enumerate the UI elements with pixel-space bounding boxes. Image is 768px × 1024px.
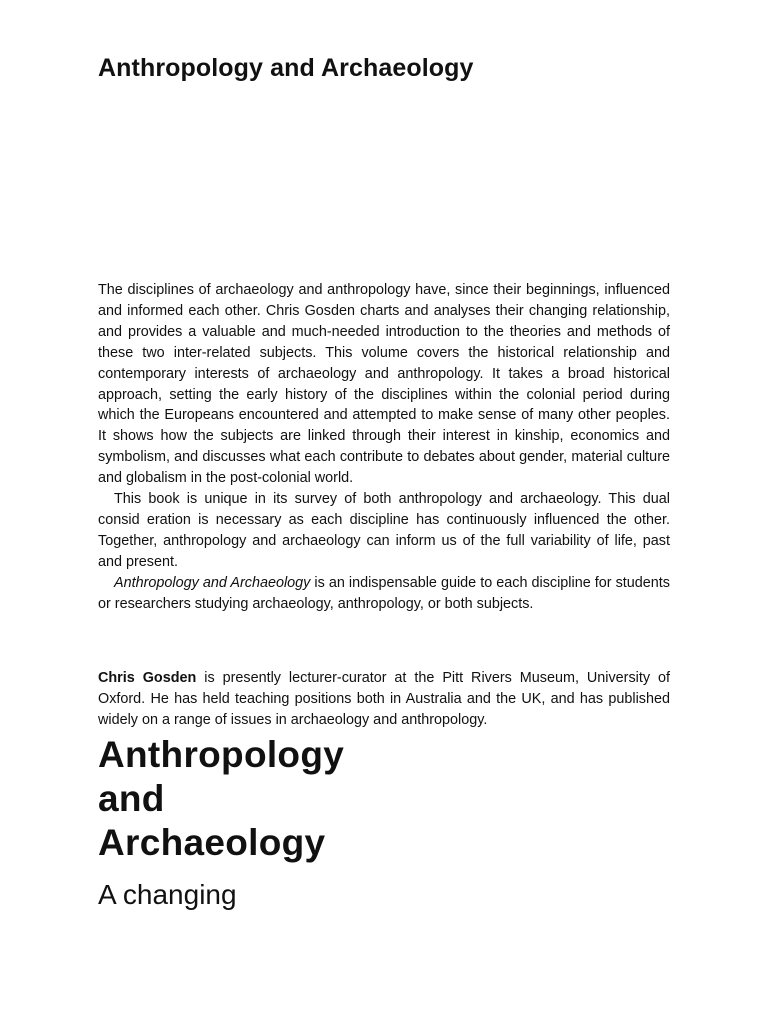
book-title-italic: Anthropology and Archaeology [114,574,311,591]
author-bio-text: is presently lecturer-curator at the Pitt Rivers Museum, University of Oxford. He has held teaching positions both in Australia and the UK, and has published widely on a range of issues in archaeology and anthropology. [98,670,671,728]
author-name: Chris Gosden [98,670,197,686]
book-title [98,733,344,865]
blurb-paragraph: The disciplines of archaeology and anthropology have, since their beginnings, influenced and informed each other. Chris Gosden charts and analyses their changing relationship, and provides a valuable and much-needed introduction to the theories and methods of these two inter-related subjects. This volume covers the historical relationship and contemporary interests of archaeology and anthropology. It takes a broad historical approach, setting the early history of the disciplines within the colonial period during which the Europeans encountered and attempted to make sense of many other peoples. It shows how the subjects are linked through their interest in kinship, economics and symbolism, and discusses what each contribute to debates about gender, material culture and globalism in the post-colonial world. [98,282,670,487]
book-title-line: Archaeology [98,822,326,863]
running-title: Anthropology and Archaeology [98,54,474,82]
book-title-line: Anthropology [98,734,345,775]
blurb-paragraph-text: is an indispensable guide to each discipline for students or researchers studying archaeology, anthropology, or both subjects. [98,574,670,612]
book-title-line: and [98,778,165,819]
author-bio [98,668,670,731]
blurb-paragraph [98,573,670,615]
book-subtitle: A changing [98,879,237,910]
blurb-paragraph: This book is unique in its survey of both anthropology and archaeology. This dual consid eration is necessary as each discipline has continuously influenced the other. Together, anthropology and archaeology can inform us of the full variability of life, past and present. [98,491,670,570]
back-cover-blurb [98,280,670,615]
